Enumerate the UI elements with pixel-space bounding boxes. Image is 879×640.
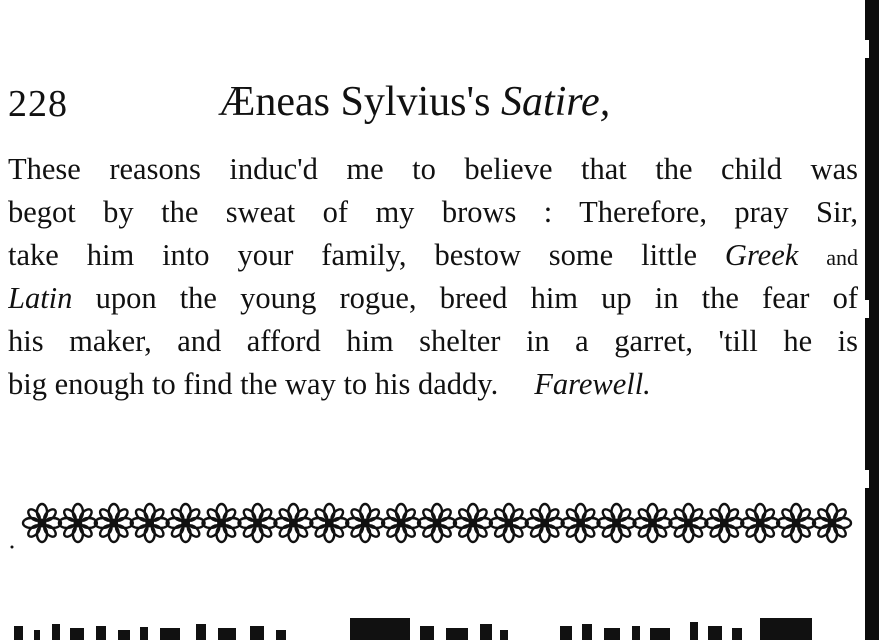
fleuron-ornament (346, 504, 384, 542)
fleuron-ornament (23, 504, 61, 542)
italic-word-greek: Greek (724, 238, 799, 272)
edge-notch (865, 470, 869, 488)
fleuron-ornament (59, 504, 97, 542)
running-header (8, 78, 858, 134)
fleuron-ornament (310, 504, 348, 542)
edge-notch (865, 300, 869, 318)
text-segment: and (826, 245, 858, 270)
text-line: begot by the sweat of my brows : Therefore, pray Sir, (8, 195, 858, 229)
fleuron-ornament (131, 504, 169, 542)
fleuron-ornament (777, 504, 815, 542)
fleuron-ornament (598, 504, 636, 542)
fleuron-ornament (741, 504, 779, 542)
running-title-roman: Æneas Sylvius's (218, 79, 491, 125)
fleuron-ornament (562, 504, 600, 542)
text-segment: take him into your family, bestow some little (8, 238, 697, 272)
fleuron-ornament (203, 504, 241, 542)
page-number: 228 (8, 83, 68, 125)
text-segment: upon the young rogue, breed him up in the fear of (95, 281, 858, 315)
printers-ornament-band (0, 490, 862, 560)
italic-word-latin: Latin (8, 281, 73, 315)
fleuron-ornament (167, 504, 205, 542)
text-segment: big enough to find the way to his daddy. (8, 367, 499, 401)
fleuron-ornament (274, 504, 312, 542)
page-edge-shadow (865, 0, 879, 640)
running-title-italic: Satire, (500, 79, 611, 125)
fleuron-ornament (813, 504, 851, 542)
text-line: his maker, and afford him shelter in a garret, 'till he is (8, 324, 858, 358)
fleuron-ornament (634, 504, 672, 542)
fleuron-ornament (490, 504, 528, 542)
running-title (218, 78, 610, 126)
fleuron-ornament (454, 504, 492, 542)
fleuron-ornament (418, 504, 456, 542)
fleuron-ornament (526, 504, 564, 542)
fleuron-ornament (705, 504, 743, 542)
text-line (8, 277, 858, 320)
fleuron-ornament (95, 504, 133, 542)
fleuron-ornament (669, 504, 707, 542)
edge-notch (865, 40, 869, 58)
text-line (8, 234, 858, 277)
cut-off-next-line (0, 612, 862, 640)
body-text (8, 148, 858, 406)
fleuron-ornament (239, 504, 277, 542)
text-line: These reasons induc'd me to believe that the child was (8, 152, 858, 186)
ink-speck (11, 546, 14, 549)
text-line (8, 363, 858, 406)
farewell-signoff: Farewell. (534, 367, 651, 401)
fleuron-ornament (382, 504, 420, 542)
